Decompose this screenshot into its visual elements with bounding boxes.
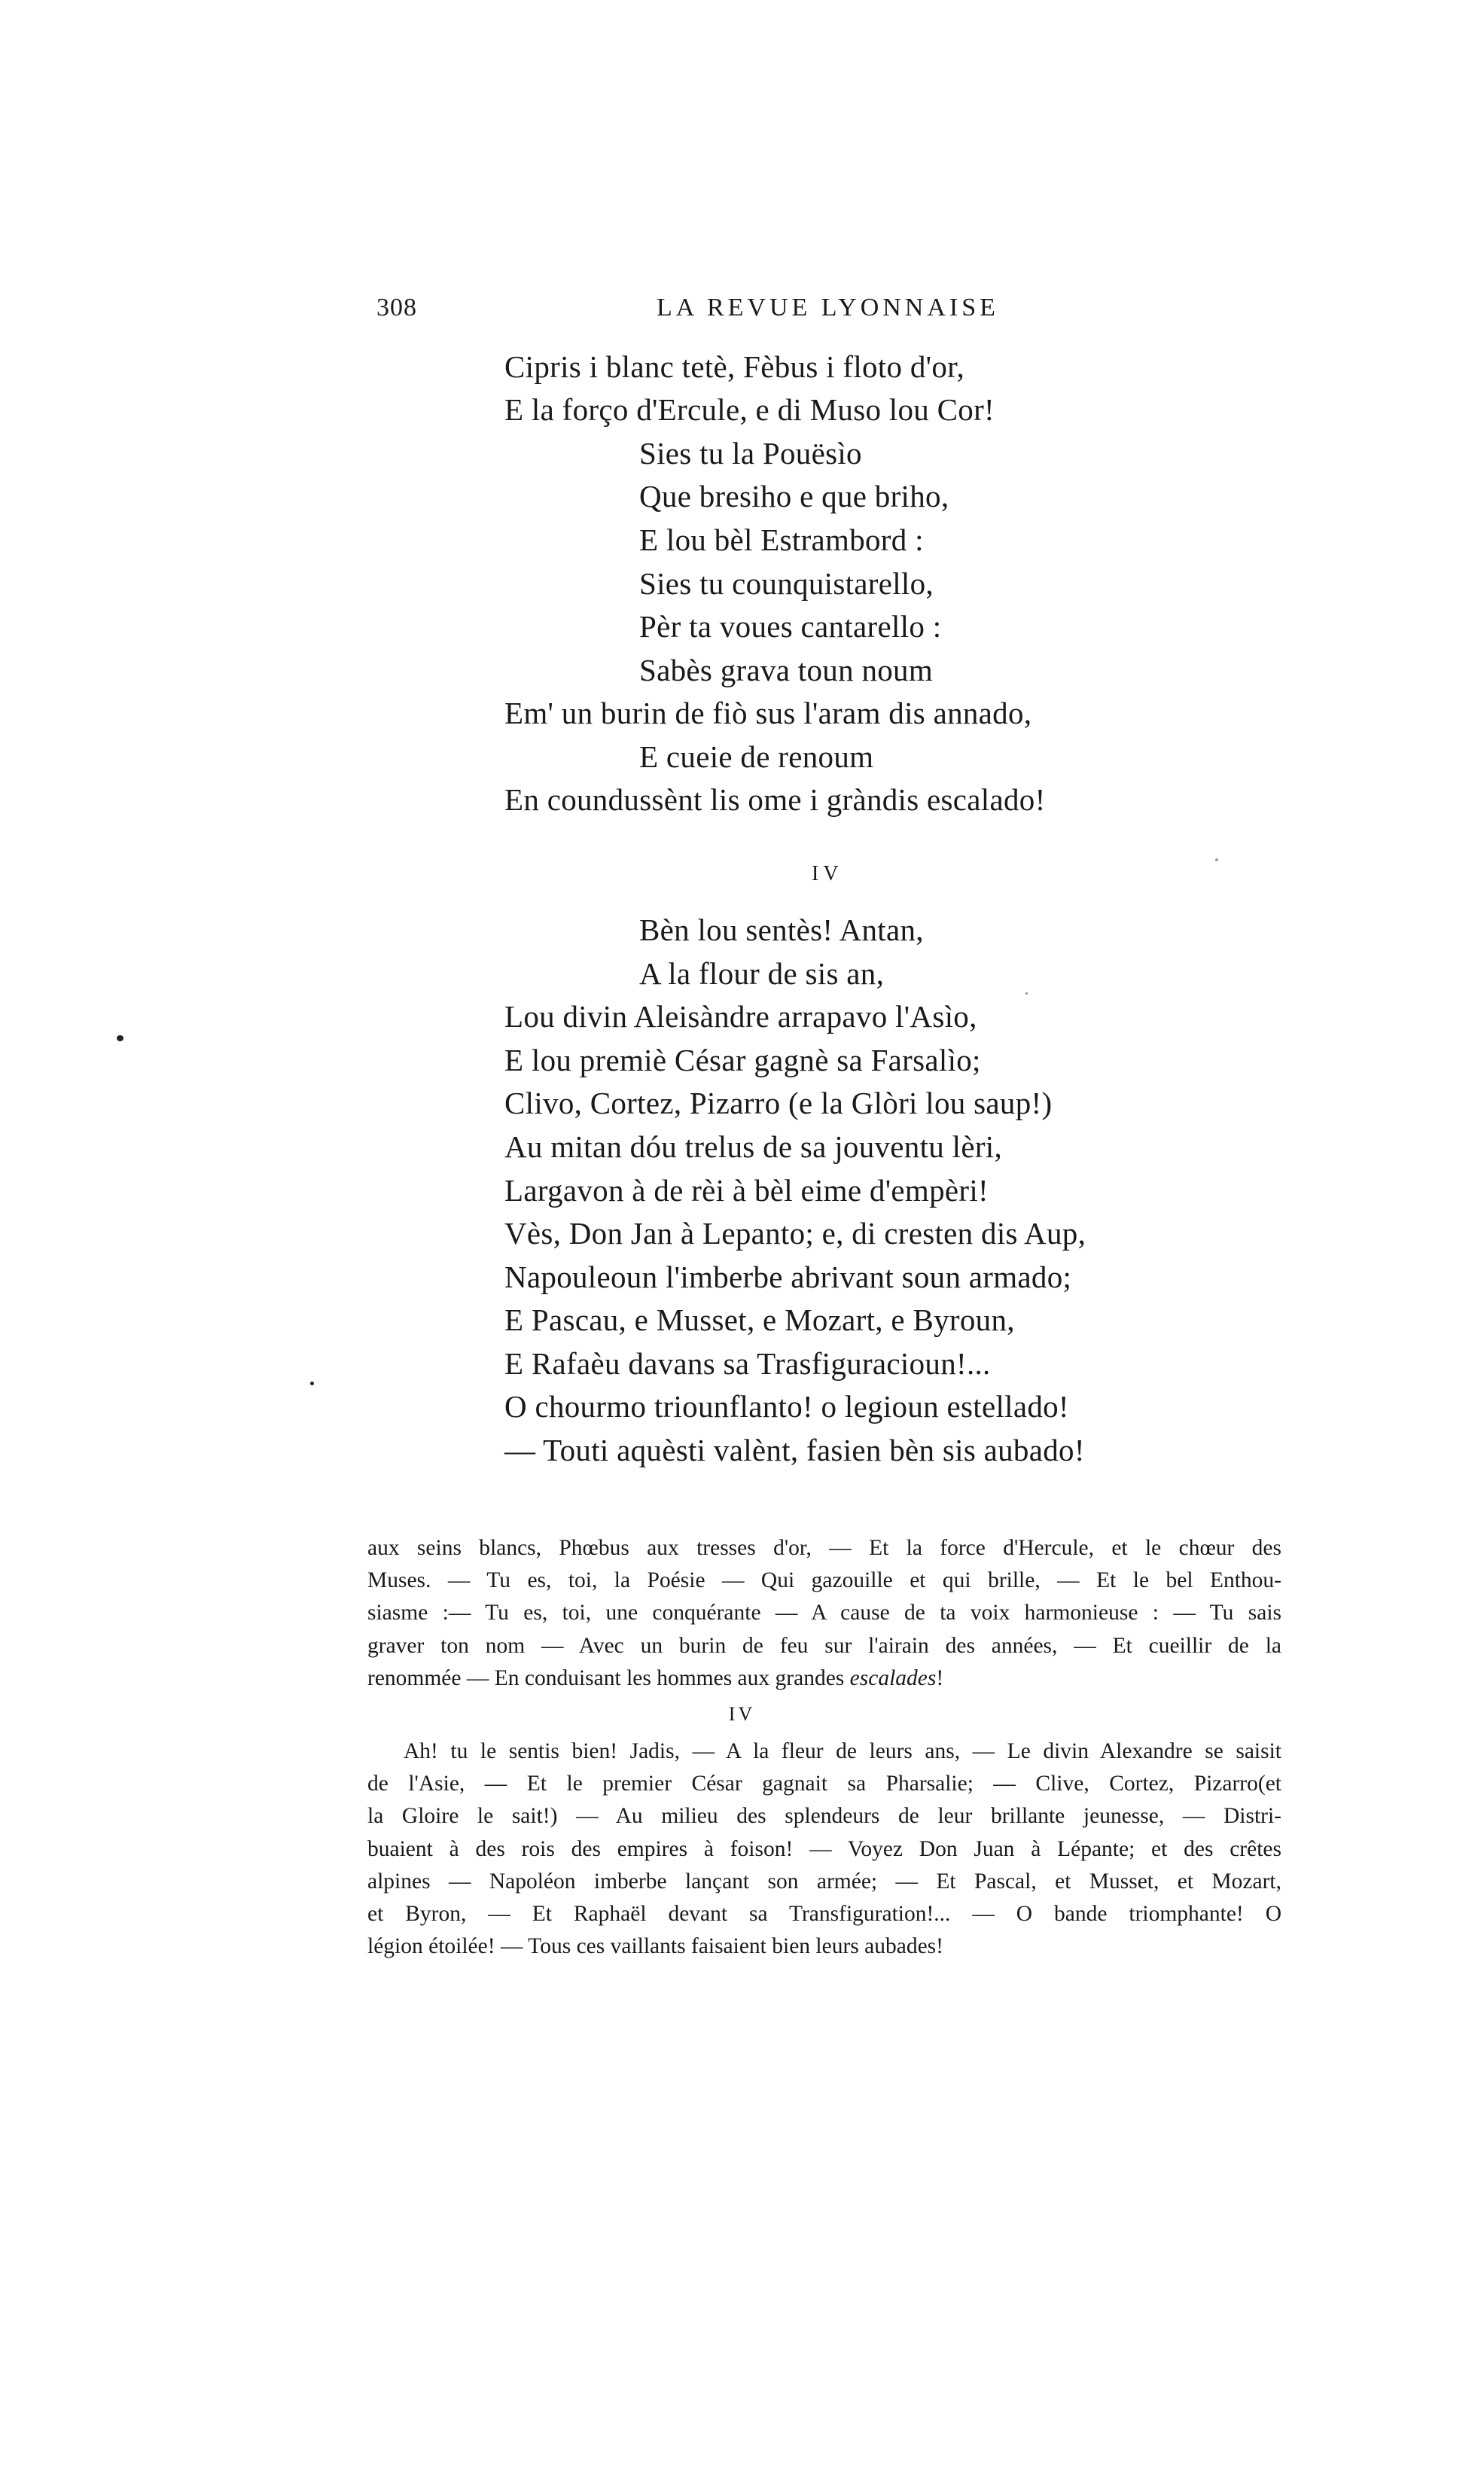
poem-line: Clivo, Cortez, Pizarro (e la Glòri lou saup!) [504, 1086, 1053, 1120]
translation-text: ! [936, 1665, 944, 1690]
poem-line: Largavon à de rèi à bèl eime d'empèri! [504, 1173, 989, 1208]
translation-line: Muses. — Tu es, toi, la Poésie — Qui gazouille et qui brille, — Et le bel Enthou- [367, 1568, 1281, 1593]
scan-speck [1025, 992, 1028, 995]
poem-line: O chourmo triounflanto! o legioun estellado! [504, 1389, 1069, 1424]
poem-line: Au mitan dóu trelus de sa jouventu lèri, [504, 1129, 1003, 1164]
translation-line [367, 1662, 1281, 1695]
translation-emphasis: escalades [849, 1665, 937, 1690]
poem-line: E lou bèl Estrambord : [639, 523, 924, 557]
poem-line: Pèr ta voues cantarello : [639, 609, 942, 644]
poem-line: E lou premiè César gagnè sa Farsalìo; [504, 1043, 981, 1077]
translation-line: légion étoilée! — Tous ces vaillants faisaient bien leurs aubades! [367, 1934, 943, 1959]
poem-line: Sabès grava toun noum [639, 653, 934, 687]
translation-line: graver ton nom — Avec un burin de feu sur l'airain des années, — Et cueillir de la [367, 1633, 1281, 1658]
scan-speck [1215, 858, 1218, 861]
scan-speck [117, 1035, 123, 1041]
translation-text: renommée — En conduisant les hommes aux grandes [367, 1665, 850, 1690]
translation-line: et Byron, — Et Raphaël devant sa Transfiguration!... — O bande triomphante! O [367, 1902, 1281, 1927]
translation-line: buaient à des rois des empires à foison! — Voyez Don Juan à Lépante; et des crêtes [367, 1836, 1281, 1861]
poem-line: Vès, Don Jan à Lepanto; e, di cresten dis Aup, [504, 1216, 1086, 1251]
translation-line: de l'Asie, — Et le premier César gagnait sa Pharsalie; — Clive, Cortez, Pizarro(et [367, 1772, 1281, 1796]
poem-line: Napouleoun l'imberbe abrivant soun armado; [504, 1260, 1072, 1294]
poem-line: En coundussènt lis ome i gràndis escalado! [504, 782, 1046, 817]
translation-block-2 [367, 1735, 1281, 1963]
translation-line: la Gloire le sait!) — Au milieu des splendeurs de leur brillante jeunesse, — Distri- [367, 1804, 1281, 1829]
journal-title: LA REVUE LYONNAISE [657, 294, 999, 321]
poem-line: E la forço d'Ercule, e di Muso lou Cor! [504, 392, 995, 427]
poem-line: E cueie de renoum [639, 739, 874, 774]
translation-line: Ah! tu le sentis bien! Jadis, — A la fleur de leurs ans, — Le divin Alexandre se saisit [404, 1739, 1281, 1763]
poem-line: — Touti aquèsti valènt, fasien bèn sis aubado! [504, 1433, 1085, 1467]
poem-line: A la flour de sis an, [639, 956, 885, 991]
poem-line: Sies tu counquistarello, [639, 566, 934, 601]
translation-line: aux seins blancs, Phœbus aux tresses d'or, — Et la force d'Hercule, et le chœur des [367, 1536, 1281, 1560]
poem-line: Cipris i blanc tetè, Fèbus i floto d'or, [504, 349, 965, 384]
poem-line: Lou divin Aleisàndre arrapavo l'Asìo, [504, 999, 977, 1034]
scan-speck [310, 1382, 314, 1385]
poem-line: Sies tu la Pouësìo [639, 436, 862, 471]
section-heading: IV [812, 862, 843, 885]
translation-line: siasme :— Tu es, toi, une conquérante — A cause de ta voix harmonieuse : — Tu sais [367, 1601, 1281, 1625]
page-number: 308 [376, 294, 417, 321]
poem-line: Que bresiho e que briho, [639, 479, 949, 513]
translation-section-heading: IV [728, 1703, 756, 1725]
translation-block-1 [367, 1532, 1281, 1695]
poem-line: E Pascau, e Musset, e Mozart, e Byroun, [504, 1303, 1015, 1337]
poem-line: Em' un burin de fiò sus l'aram dis annado, [504, 696, 1032, 730]
running-header [376, 294, 1039, 331]
poem-line: Bèn lou sentès! Antan, [639, 913, 924, 947]
poem-line: E Rafaèu davans sa Trasfiguracioun!... [504, 1346, 991, 1381]
translation-line: alpines — Napoléon imberbe lançant son armée; — Et Pascal, et Musset, et Mozart, [367, 1869, 1281, 1894]
